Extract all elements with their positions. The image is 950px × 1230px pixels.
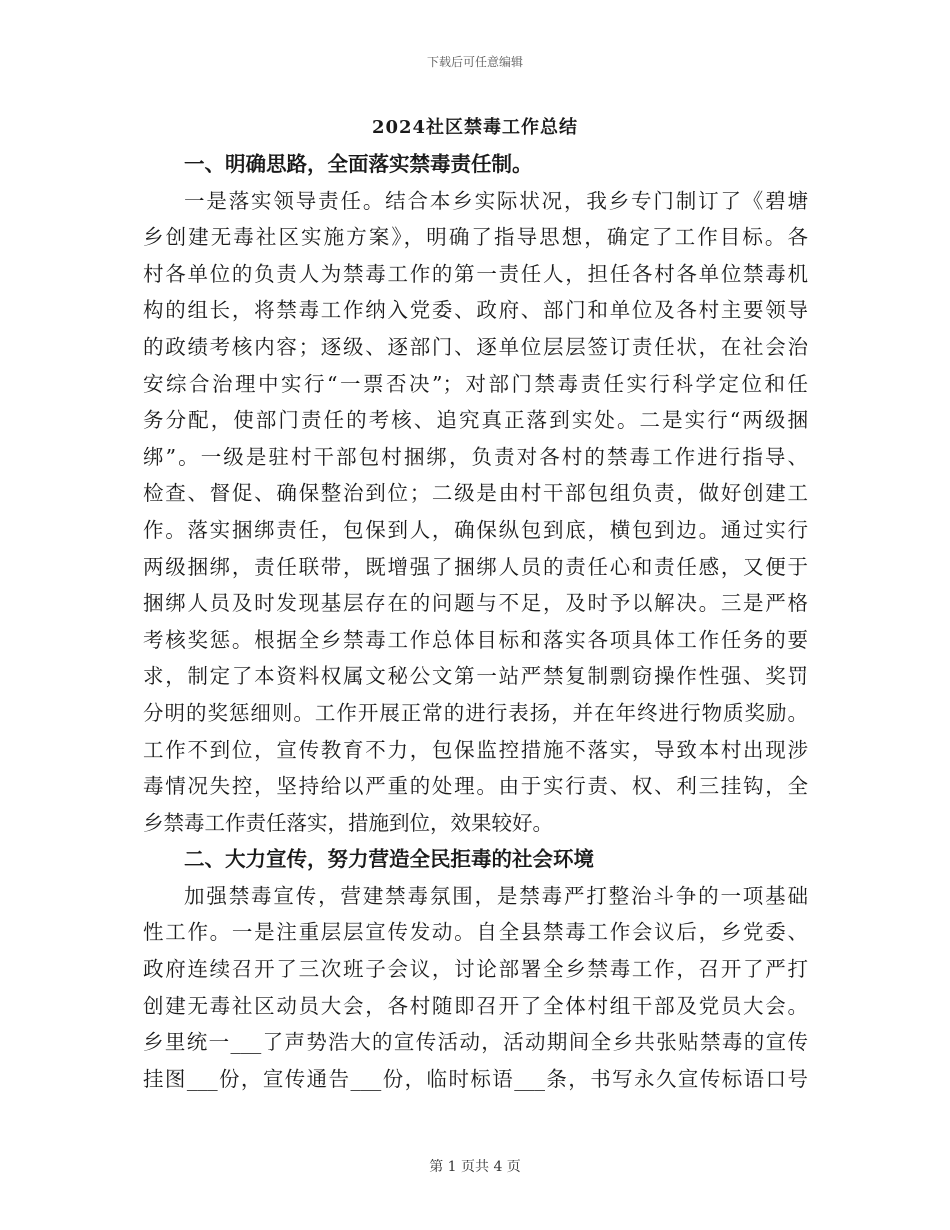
paragraph-line: 毒情况失控，坚持给以严重的处理。由于实行责、权、利三挂钩，全 bbox=[143, 774, 808, 799]
paragraph-line: 检查、督促、确保整治到位；二级是由村干部包组负责，做好创建工 bbox=[143, 481, 808, 506]
paragraph-line: 挂图___份，宣传通告___份，临时标语___条，书写永久宣传标语口号 bbox=[143, 1066, 808, 1091]
paragraph-line: 村各单位的负责人为禁毒工作的第一责任人，担任各村各单位禁毒机 bbox=[143, 261, 808, 286]
paragraph-line: 政府连续召开了三次班子会议，讨论部署全乡禁毒工作，召开了严打 bbox=[143, 957, 808, 982]
paragraph-line: 绑”。一级是驻村干部包村捆绑，负责对各村的禁毒工作进行指导、 bbox=[143, 444, 808, 469]
page-header: 下载后可任意编辑 bbox=[426, 55, 523, 69]
paragraph-line: 乡禁毒工作责任落实，措施到位，效果较好。 bbox=[143, 810, 553, 835]
paragraph-line: 两级捆绑，责任联带，既增强了捆绑人员的责任心和责任感，又便于 bbox=[143, 554, 808, 579]
paragraph-line: 性工作。一是注重层层宣传发动。自全县禁毒工作会议后，乡党委、 bbox=[143, 920, 808, 945]
paragraph-line: 的政绩考核内容；逐级、逐部门、逐单位层层签订责任状，在社会治 bbox=[143, 334, 808, 359]
document-body bbox=[143, 146, 808, 1097]
paragraph-line: 安综合治理中实行“一票否决”；对部门禁毒责任实行科学定位和任 bbox=[143, 371, 808, 396]
section-heading-2: 二、大力宣传，努力营造全民拒毒的社会环境 bbox=[184, 847, 594, 872]
paragraph-line: 乡创建无毒社区实施方案》，明确了指导思想，确定了工作目标。各 bbox=[143, 225, 808, 250]
section-heading-1: 一、明确思路，全面落实禁毒责任制。 bbox=[184, 152, 533, 176]
paragraph-line: 乡里统一___了声势浩大的宣传活动，活动期间全乡共张贴禁毒的宣传 bbox=[143, 1030, 808, 1055]
paragraph-line: 一是落实领导责任。结合本乡实际状况，我乡专门制订了《碧塘 bbox=[184, 188, 808, 213]
paragraph-line: 工作不到位，宣传教育不力，包保监控措施不落实，导致本村出现涉 bbox=[143, 737, 808, 762]
page-footer: 第 1 页共 4 页 bbox=[429, 1159, 521, 1175]
paragraph-line: 捆绑人员及时发现基层存在的问题与不足，及时予以解决。三是严格 bbox=[143, 591, 808, 616]
paragraph-line: 求，制定了本资料权属文秘公文第一站严禁复制剽窃操作性强、奖罚 bbox=[143, 664, 808, 689]
paragraph-line: 创建无毒社区动员大会，各村随即召开了全体村组干部及党员大会。 bbox=[143, 993, 808, 1018]
document-title: 2024社区禁毒工作总结 bbox=[371, 117, 579, 138]
paragraph-line: 加强禁毒宣传，营建禁毒氛围，是禁毒严打整治斗争的一项基础 bbox=[184, 883, 808, 908]
paragraph-line: 务分配，使部门责任的考核、追究真正落到实处。二是实行“两级捆 bbox=[143, 408, 808, 433]
paragraph-line: 考核奖惩。根据全乡禁毒工作总体目标和落实各项具体工作任务的要 bbox=[143, 627, 808, 652]
paragraph-line: 分明的奖惩细则。工作开展正常的进行表扬，并在年终进行物质奖励。 bbox=[143, 700, 808, 725]
paragraph-line: 构的组长，将禁毒工作纳入党委、政府、部门和单位及各村主要领导 bbox=[143, 298, 808, 323]
paragraph-line: 作。落实捆绑责任，包保到人，确保纵包到底，横包到边。通过实行 bbox=[143, 517, 808, 542]
